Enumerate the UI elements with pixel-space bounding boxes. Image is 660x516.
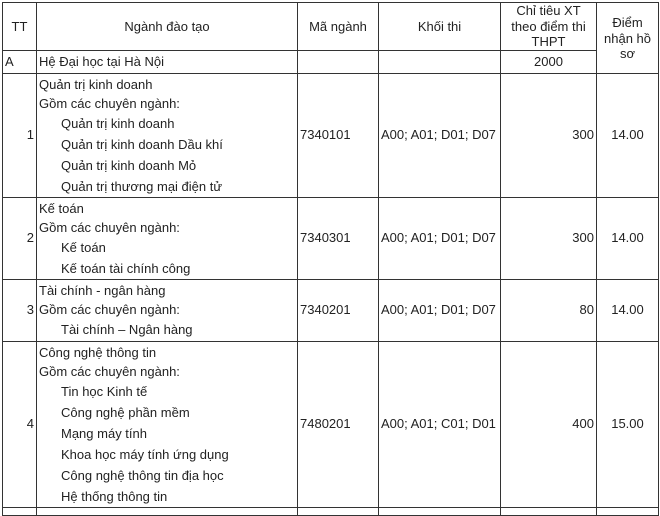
table-row-cutoff	[3, 507, 659, 515]
major-intro: Gồm các chuyên ngành:	[39, 363, 180, 379]
min-score: 14.00	[597, 197, 659, 279]
section-row	[3, 50, 659, 73]
header-tt: TT	[3, 3, 37, 51]
specialization-item: Hệ thống thông tin	[61, 488, 168, 504]
table-row	[3, 197, 659, 279]
quota: 80	[501, 279, 597, 341]
table-row	[3, 73, 659, 197]
major-title: Công nghệ thông tin	[39, 344, 157, 360]
header-khoi: Khối thi	[379, 3, 501, 51]
row-number: 4	[3, 341, 37, 507]
major-title: Quản trị kinh doanh	[39, 76, 153, 92]
specialization-item: Tài chính – Ngân hàng	[61, 321, 193, 337]
section-total: 2000	[501, 50, 597, 73]
specialization-item: Mạng máy tính	[61, 425, 147, 441]
cutoff-cell	[37, 507, 298, 515]
cutoff-cell	[298, 507, 379, 515]
specialization-item: Quản trị kinh doanh	[61, 115, 175, 131]
row-number: 1	[3, 73, 37, 197]
exam-blocks: A00; A01; D01; D07	[379, 73, 501, 197]
major-cell	[37, 341, 298, 507]
specialization-item: Quản trị kinh doanh Mỏ	[61, 157, 197, 173]
header-row	[3, 3, 659, 51]
major-title: Tài chính - ngân hàng	[39, 282, 166, 298]
cutoff-cell	[597, 507, 659, 515]
major-code: 7480201	[298, 341, 379, 507]
header-chitieu: Chỉ tiêu XT theo điểm thi THPT	[501, 3, 597, 51]
major-code: 7340101	[298, 73, 379, 197]
major-code: 7340301	[298, 197, 379, 279]
cutoff-cell	[379, 507, 501, 515]
specialization-item: Kế toán	[61, 239, 106, 255]
row-number: 3	[3, 279, 37, 341]
major-cell	[37, 279, 298, 341]
exam-blocks: A00; A01; C01; D01	[379, 341, 501, 507]
specialization-item: Công nghệ thông tin địa học	[61, 467, 224, 483]
quota: 400	[501, 341, 597, 507]
major-intro: Gồm các chuyên ngành:	[39, 219, 180, 235]
table-row	[3, 341, 659, 507]
header-diem: Điểm nhận hồ sơ	[597, 3, 659, 74]
min-score: 14.00	[597, 73, 659, 197]
major-intro: Gồm các chuyên ngành:	[39, 301, 180, 317]
specialization-item: Tin học Kinh tế	[61, 383, 148, 399]
specialization-item: Công nghệ phần mềm	[61, 404, 190, 420]
specialization-item: Quản trị thương mại điện tử	[61, 178, 223, 194]
header-nganh: Ngành đào tạo	[37, 3, 298, 51]
exam-blocks: A00; A01; D01; D07	[379, 279, 501, 341]
specialization-item: Quản trị kinh doanh Dầu khí	[61, 136, 223, 152]
min-score: 14.00	[597, 279, 659, 341]
major-code: 7340201	[298, 279, 379, 341]
major-title: Kế toán	[39, 200, 84, 216]
min-score: 15.00	[597, 341, 659, 507]
major-cell	[37, 197, 298, 279]
cutoff-cell	[3, 507, 37, 515]
admission-table	[2, 2, 659, 516]
cutoff-cell	[501, 507, 597, 515]
row-number: 2	[3, 197, 37, 279]
table-row	[3, 279, 659, 341]
quota: 300	[501, 73, 597, 197]
section-ma	[298, 50, 379, 73]
section-label: A	[3, 50, 37, 73]
major-cell	[37, 73, 298, 197]
section-khoi	[379, 50, 501, 73]
specialization-item: Khoa học máy tính ứng dụng	[61, 446, 229, 462]
exam-blocks: A00; A01; D01; D07	[379, 197, 501, 279]
header-ma: Mã ngành	[298, 3, 379, 51]
quota: 300	[501, 197, 597, 279]
section-name: Hệ Đại học tại Hà Nội	[37, 50, 298, 73]
major-intro: Gồm các chuyên ngành:	[39, 95, 180, 111]
specialization-item: Kế toán tài chính công	[61, 260, 191, 276]
